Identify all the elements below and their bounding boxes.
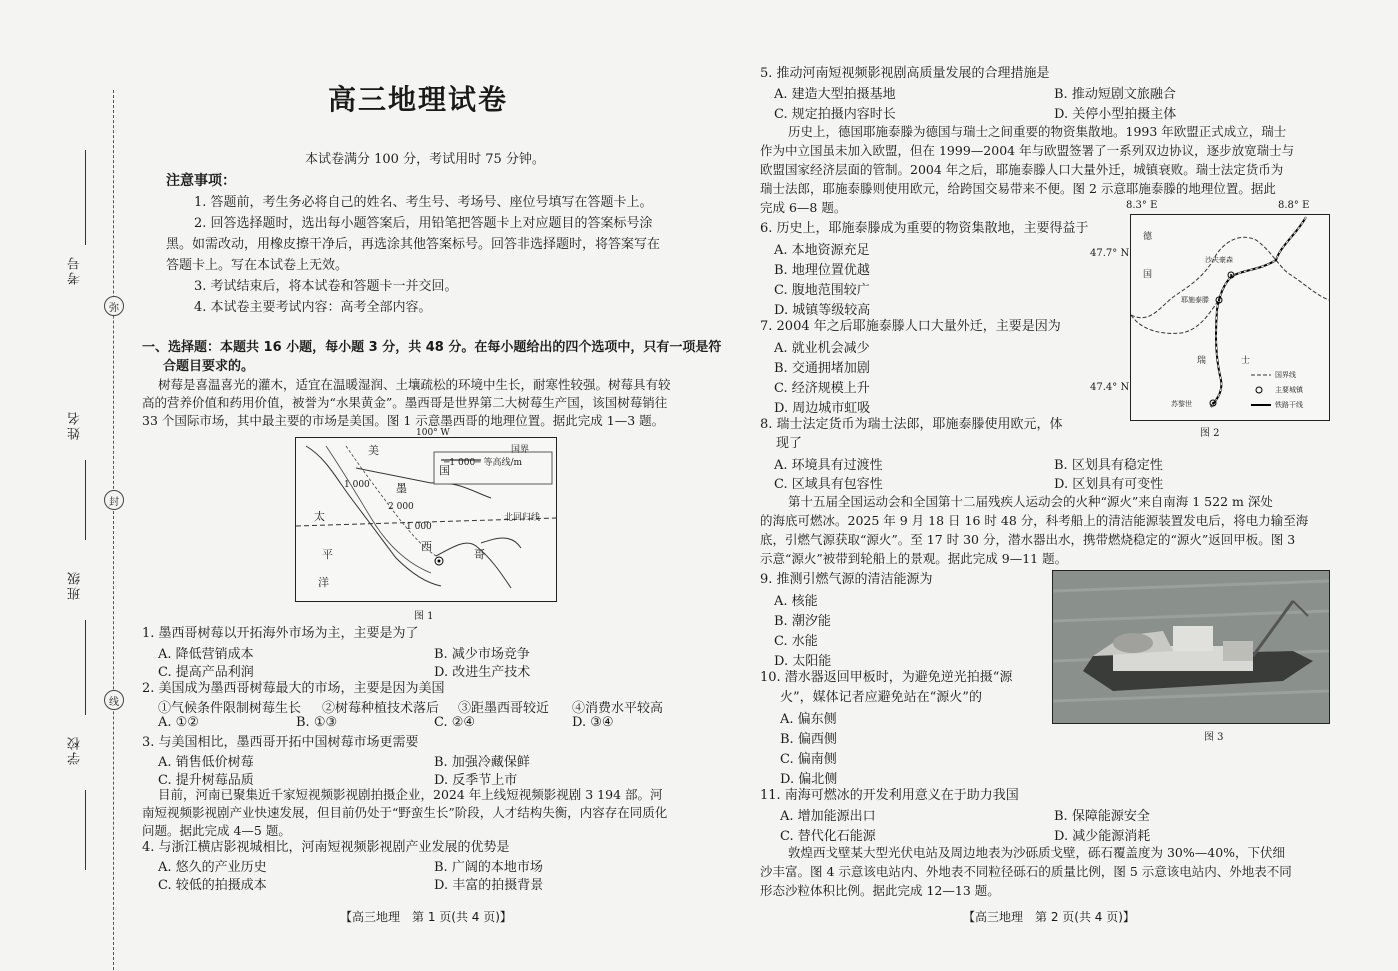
- legend-label: 铁路干线: [1275, 401, 1303, 409]
- passage-line: 第十五届全国运动会和全国第十二届残疾人运动会的火种“源火”来自南海 1 522 m 深处: [788, 494, 1273, 509]
- label-pacific: 洋: [318, 576, 329, 589]
- question-stem: 7. 2004 年之后耶施泰滕人口大量外迁，主要是因为: [760, 319, 1061, 334]
- label-switzerland: 瑞: [1197, 356, 1207, 366]
- notice-line: 4. 本试卷主要考试内容：高考全部内容。: [194, 300, 432, 315]
- option-d[interactable]: D. 城镇等级较高: [774, 303, 871, 318]
- option-a[interactable]: A. 就业机会减少: [774, 341, 870, 356]
- label-germany: 德: [1143, 232, 1153, 242]
- option-d[interactable]: D. 减少能源消耗: [1054, 829, 1151, 844]
- exam-no-line: [85, 150, 87, 245]
- class-line: [85, 620, 87, 715]
- option-c[interactable]: C. 较低的拍摄成本: [158, 878, 267, 893]
- passage-line: 瑞士法郎，耶施泰滕则使用欧元，给跨国交易带来不便。图 2 示意耶施泰滕的地理位置。据此: [760, 181, 1276, 196]
- passage-line: 目前，河南已聚集近千家短视频影视剧拍摄企业，2024 年上线短视频影视剧 3 194 部。河: [158, 787, 663, 802]
- question-stem: 3. 与美国相比，墨西哥开拓中国树莓市场更需要: [142, 735, 419, 750]
- figure-3-caption: 图 3: [1204, 732, 1224, 743]
- statement: ②树莓种植技术落后: [322, 701, 440, 716]
- page-right: [718, 0, 1398, 971]
- label-pacific: 太: [314, 510, 325, 523]
- option-c[interactable]: C. 规定拍摄内容时长: [774, 107, 896, 122]
- cut-line: [113, 90, 114, 970]
- binding-margin: [0, 0, 130, 971]
- option-c[interactable]: C. ②④: [434, 715, 476, 730]
- page-title: 高三地理试卷: [328, 83, 509, 116]
- option-c[interactable]: C. 提高产品利润: [158, 665, 254, 680]
- name-label: 姓名: [68, 410, 83, 440]
- option-d[interactable]: D. 改进生产技术: [434, 665, 531, 680]
- option-a[interactable]: A. 悠久的产业历史: [158, 860, 267, 875]
- question-stem: 4. 与浙江横店影视城相比，河南短视频影视剧产业发展的优势是: [142, 840, 510, 855]
- option-d[interactable]: D. 周边城市虹吸: [774, 401, 871, 416]
- passage-line: 沙丰富。图 4 示意该电站内、外地表不同粒径砾石的质量比例，图 5 示意该电站内、外地表不同: [760, 864, 1292, 879]
- option-c[interactable]: C. 区域具有包容性: [774, 477, 883, 492]
- seal-mark: 封: [104, 490, 124, 510]
- option-b[interactable]: B. 偏西侧: [780, 732, 837, 747]
- label-pacific: 平: [322, 548, 333, 561]
- passage-line: 形态沙粒体积比例。据此完成 12—13 题。: [760, 883, 1000, 898]
- city-label: 苏黎世: [1171, 400, 1192, 408]
- class-label: 班级: [68, 570, 83, 600]
- label-switzerland: 士: [1241, 356, 1251, 366]
- passage-line: 的海底可燃冰。2025 年 9 月 18 日 16 时 48 分，科考船上的清洁能源装置发电后，将电力输至海: [760, 513, 1309, 528]
- option-d[interactable]: D. 关停小型拍摄主体: [1054, 107, 1177, 122]
- option-d[interactable]: D. 偏北侧: [780, 772, 838, 787]
- option-d[interactable]: D. 丰富的拍摄背景: [434, 878, 544, 893]
- option-a[interactable]: A. 降低营销成本: [158, 647, 254, 662]
- option-b[interactable]: B. 加强冷藏保鲜: [434, 755, 530, 770]
- option-b[interactable]: B. 广阔的本地市场: [434, 860, 543, 875]
- passage-line: 敦煌西戈壁某大型光伏电站及周边地表为沙砾质戈壁，砾石覆盖度为 30%—40%，下伏细: [788, 845, 1286, 860]
- latitude-label: 47.4° N: [1090, 382, 1130, 393]
- label-us: 国: [439, 464, 450, 477]
- section-heading: 一、选择题：本题共 16 小题，每小题 3 分，共 48 分。在每小题给出的四个选项中，只有一项是符: [142, 340, 722, 355]
- option-d[interactable]: D. 太阳能: [774, 654, 832, 669]
- label-us: 美: [368, 444, 379, 457]
- option-d[interactable]: D. ③④: [572, 715, 614, 730]
- option-a[interactable]: A. ①②: [158, 715, 199, 730]
- option-b[interactable]: B. 交通拥堵加剧: [774, 361, 870, 376]
- legend-contour: ─1 000─ 等高线/m: [444, 458, 523, 468]
- notice-line: 3. 考试结束后，将本试卷和答题卡一并交回。: [194, 279, 458, 294]
- longitude-label: 100° W: [416, 428, 450, 438]
- passage-line: 问题。据此完成 4—5 题。: [142, 823, 291, 838]
- city-label: 耶施泰滕: [1181, 296, 1209, 304]
- option-d[interactable]: D. 反季节上市: [434, 773, 518, 788]
- option-c[interactable]: C. 偏南侧: [780, 752, 837, 767]
- notice-title: 注意事项：: [166, 173, 236, 189]
- ship-photo-svg: [1053, 571, 1329, 723]
- longitude-label: 8.8° E: [1278, 200, 1310, 211]
- question-stem: 现了: [776, 436, 803, 451]
- school-label: 学校: [68, 735, 83, 765]
- figure-2-caption: 图 2: [1200, 428, 1220, 439]
- statement: ①气候条件限制树莓生长: [158, 701, 302, 716]
- option-b[interactable]: B. 减少市场竞争: [434, 647, 530, 662]
- passage-line: 高的营养价值和药用价值，被誉为“水果黄金”。墨西哥是世界第二大树莓生产国，该国树莓销往: [142, 395, 668, 410]
- option-d[interactable]: D. 区划具有可变性: [1054, 477, 1164, 492]
- passage-line: 树莓是喜温喜光的灌木，适宜在温暖湿润、土壤疏松的环境中生长，耐寒性较强。树莓具有较: [158, 377, 671, 392]
- option-c[interactable]: C. 腹地范围较广: [774, 283, 870, 298]
- option-a[interactable]: A. 本地资源充足: [774, 243, 870, 258]
- question-stem: 11. 南海可燃冰的开发利用意义在于助力我国: [760, 788, 1019, 803]
- passage-line: 欧盟国家经济层面的管制。2004 年之后，耶施泰滕人口大量外迁，城镇衰败。瑞士法定货币为: [760, 162, 1284, 177]
- option-b[interactable]: B. 保障能源安全: [1054, 809, 1150, 824]
- label-mexico: 西: [421, 540, 432, 553]
- name-line: [85, 460, 87, 540]
- contour-label: 2 000: [388, 502, 414, 512]
- question-stem: 9. 推测引燃气源的清洁能源为: [760, 572, 933, 587]
- passage-line: 作为中立国虽未加入欧盟，但在 1999—2004 年与欧盟签署了一系列双边协议，逐步放宽瑞士与: [760, 143, 1295, 158]
- latitude-label: 47.7° N: [1090, 248, 1130, 259]
- option-c[interactable]: C. 替代化石能源: [780, 829, 876, 844]
- statement: ④消费水平较高: [572, 701, 664, 716]
- option-c[interactable]: C. 提升树莓品质: [158, 773, 254, 788]
- figure-1-map: [295, 428, 557, 602]
- passage-line: 示意“源火”被带到轮船上的景观。据此完成 9—11 题。: [760, 551, 1068, 566]
- option-a[interactable]: A. 增加能源出口: [780, 809, 876, 824]
- option-b[interactable]: B. 潮汐能: [774, 614, 831, 629]
- label-mexico: 哥: [474, 548, 485, 561]
- question-stem: 8. 瑞士法定货币为瑞士法郎，耶施泰滕使用欧元，体: [760, 417, 1063, 432]
- question-stem: 6. 历史上，耶施泰滕成为重要的物资集散地，主要得益于: [760, 221, 1089, 236]
- page-footer: 【高三地理 第 1 页(共 4 页)】: [340, 910, 512, 924]
- option-b[interactable]: B. 地理位置优越: [774, 263, 870, 278]
- option-c[interactable]: C. 水能: [774, 634, 818, 649]
- figure-2-map: [1130, 214, 1330, 421]
- page-footer: 【高三地理 第 2 页(共 4 页)】: [963, 910, 1135, 924]
- option-a[interactable]: A. 建造大型拍摄基地: [774, 87, 896, 102]
- option-b[interactable]: B. ①③: [296, 715, 338, 730]
- option-b[interactable]: B. 推动短剧文旅融合: [1054, 87, 1176, 102]
- longitude-label: 8.3° E: [1126, 200, 1158, 211]
- exam-no-label: 考号: [68, 255, 83, 285]
- legend-border: 国界: [511, 445, 530, 455]
- exam-info: 本试卷满分 100 分，考试用时 75 分钟。: [305, 152, 545, 167]
- question-stem: 火”，媒体记者应避免站在“源火”的: [780, 690, 982, 705]
- city-label: 沙夫豪森: [1205, 256, 1233, 264]
- figure-1-caption: 图 1: [414, 611, 434, 622]
- option-a[interactable]: A. 销售低价树莓: [158, 755, 254, 770]
- question-stem: 5. 推动河南短视频影视剧高质量发展的合理措施是: [760, 66, 1050, 81]
- question-stem: 2. 美国成为墨西哥树莓最大的市场，主要是因为美国: [142, 681, 445, 696]
- seal-mark: 弥: [104, 296, 124, 316]
- notice-line: 2. 回答选择题时，选出每小题答案后，用铅笔把答题卡上对应题目的答案标号涂: [194, 216, 653, 231]
- legend-label: 主要城镇: [1275, 386, 1303, 394]
- contour-label: 1 000: [406, 522, 432, 532]
- passage-line: 历史上，德国耶施泰滕为德国与瑞士之间重要的物资集散地。1993 年欧盟正式成立，瑞士: [788, 124, 1287, 139]
- legend-label: 国界线: [1275, 371, 1296, 379]
- label-mexico: 墨: [396, 482, 407, 495]
- label-germany: 国: [1143, 270, 1153, 280]
- option-a[interactable]: A. 环境具有过渡性: [774, 458, 883, 473]
- passage-line: 底，引燃气源获取“源火”。至 17 时 30 分，潜水器出水，携带燃烧稳定的“源火”返回甲板。图 3: [760, 532, 1296, 547]
- notice-line: 黑。如需改动，用橡皮擦干净后，再选涂其他答案标号。回答非选择题时，将答案写在: [166, 237, 661, 252]
- notice-line: 1. 答题前，考生务必将自己的姓名、考生号、考场号、座位号填写在答题卡上。: [194, 195, 653, 210]
- option-c[interactable]: C. 经济规模上升: [774, 381, 870, 396]
- label-tropic: 北回归线: [504, 513, 541, 523]
- seal-mark: 线: [104, 690, 124, 710]
- contour-label: 1 000: [344, 480, 370, 490]
- passage-line: 南短视频影视剧产业快速发展，但目前仍处于“野蛮生长”阶段，人才结构失衡，内容存在同质化: [142, 805, 668, 820]
- question-stem: 10. 潜水器返回甲板时，为避免逆光拍摄“源: [760, 670, 1013, 685]
- school-line: [85, 790, 87, 870]
- option-a[interactable]: A. 偏东侧: [780, 712, 837, 727]
- passage-line: 33 个国际市场，其中最主要的市场是美国。图 1 示意墨西哥的地理位置。据此完成 1—3 题。: [142, 413, 665, 428]
- notice-line: 答题卡上。写在本试卷上无效。: [166, 258, 349, 273]
- passage-line: 完成 6—8 题。: [760, 200, 847, 215]
- option-b[interactable]: B. 区划具有稳定性: [1054, 458, 1163, 473]
- statement: ③距墨西哥较近: [458, 701, 550, 716]
- figure-3-photo: [1052, 570, 1330, 724]
- option-a[interactable]: A. 核能: [774, 594, 818, 609]
- section-heading: 合题目要求的。: [163, 359, 255, 374]
- question-stem: 1. 墨西哥树莓以开拓海外市场为主，主要是为了: [142, 626, 419, 641]
